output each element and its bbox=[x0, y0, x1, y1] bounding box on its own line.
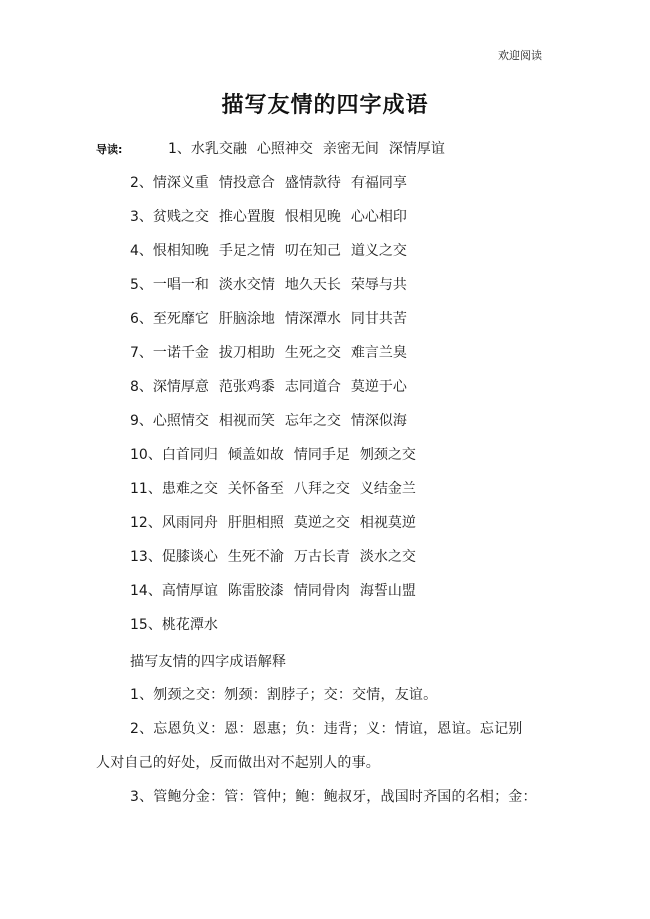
idiom-row bbox=[168, 138, 455, 158]
idiom-row bbox=[130, 308, 417, 328]
idiom-word: 关怀备至 bbox=[227, 481, 284, 497]
idiom-word: 生死之交 bbox=[284, 345, 341, 361]
idiom-row bbox=[130, 376, 417, 396]
idiom-word: 肝胆相照 bbox=[227, 515, 284, 531]
idiom-number: 10、 bbox=[130, 447, 162, 463]
idiom-word: 忘年之交 bbox=[284, 413, 341, 429]
idiom-word: 刎颈之交 bbox=[359, 447, 416, 463]
idiom-word: 恨相见晚 bbox=[284, 209, 341, 225]
idiom-word: 陈雷胶漆 bbox=[227, 583, 284, 599]
idiom-row bbox=[130, 614, 228, 634]
idiom-row bbox=[130, 342, 417, 362]
idiom-word: 患难之交 bbox=[161, 481, 218, 497]
explanation-line: 3、管鲍分金：管：管仲；鲍：鲍叔牙，战国时齐国的名相；金： bbox=[130, 789, 537, 805]
idiom-word: 万古长青 bbox=[293, 549, 350, 565]
idiom-word: 深情厚谊 bbox=[388, 141, 445, 157]
idiom-row bbox=[130, 546, 426, 566]
idiom-word: 一诺千金 bbox=[152, 345, 209, 361]
idiom-word: 心照情交 bbox=[152, 413, 209, 429]
idiom-word: 范张鸡黍 bbox=[218, 379, 275, 395]
idiom-number: 8、 bbox=[130, 379, 153, 395]
idiom-row bbox=[130, 206, 417, 226]
idiom-word: 心照神交 bbox=[256, 141, 313, 157]
idiom-word: 莫逆于心 bbox=[350, 379, 407, 395]
idiom-number: 7、 bbox=[130, 345, 153, 361]
idiom-row bbox=[130, 410, 417, 430]
explanation-heading: 描写友情的四字成语解释 bbox=[130, 654, 287, 670]
idiom-word: 情深潭水 bbox=[284, 311, 341, 327]
explanation-line: 2、忘恩负义：恩：恩惠；负：违背；义：情谊，恩谊。忘记别 bbox=[130, 721, 523, 737]
idiom-word: 情同骨肉 bbox=[293, 583, 350, 599]
idiom-word: 海誓山盟 bbox=[359, 583, 416, 599]
idiom-word: 亲密无间 bbox=[322, 141, 379, 157]
idiom-word: 相视莫逆 bbox=[359, 515, 416, 531]
idiom-row bbox=[130, 172, 417, 192]
explanation-line: 1、刎颈之交：刎颈：割脖子；交：交情，友谊。 bbox=[130, 687, 438, 703]
idiom-word: 志同道合 bbox=[284, 379, 341, 395]
idiom-word: 生死不渝 bbox=[227, 549, 284, 565]
idiom-word: 贫贱之交 bbox=[152, 209, 209, 225]
idiom-word: 同甘共苦 bbox=[350, 311, 407, 327]
idiom-word: 莫逆之交 bbox=[293, 515, 350, 531]
idiom-word: 心心相印 bbox=[350, 209, 407, 225]
explanation-line: 人对自己的好处，反而做出对不起别人的事。 bbox=[96, 755, 380, 771]
idiom-word: 风雨同舟 bbox=[161, 515, 218, 531]
idiom-word: 高情厚谊 bbox=[161, 583, 218, 599]
header-note: 欢迎阅读 bbox=[498, 49, 542, 62]
idiom-word: 荣辱与共 bbox=[350, 277, 407, 293]
idiom-word: 倾盖如故 bbox=[227, 447, 284, 463]
idiom-word: 一唱一和 bbox=[152, 277, 209, 293]
page-title: 描写友情的四字成语 bbox=[221, 93, 429, 118]
lead-label: 导读: bbox=[96, 143, 123, 156]
idiom-word: 桃花潭水 bbox=[161, 617, 218, 633]
idiom-word: 情深似海 bbox=[350, 413, 407, 429]
idiom-word: 恨相知晚 bbox=[152, 243, 209, 259]
idiom-number: 14、 bbox=[130, 583, 162, 599]
idiom-row bbox=[130, 444, 426, 464]
idiom-number: 11、 bbox=[130, 481, 162, 497]
idiom-word: 盛情款待 bbox=[284, 175, 341, 191]
idiom-word: 难言兰臭 bbox=[350, 345, 407, 361]
idiom-number: 15、 bbox=[130, 617, 162, 633]
idiom-word: 深情厚意 bbox=[152, 379, 209, 395]
idiom-word: 叨在知己 bbox=[284, 243, 341, 259]
idiom-number: 13、 bbox=[130, 549, 162, 565]
idiom-word: 八拜之交 bbox=[293, 481, 350, 497]
idiom-number: 9、 bbox=[130, 413, 153, 429]
idiom-row bbox=[130, 240, 417, 260]
idiom-number: 3、 bbox=[130, 209, 153, 225]
idiom-word: 促膝谈心 bbox=[161, 549, 218, 565]
idiom-word: 拔刀相助 bbox=[218, 345, 275, 361]
idiom-word: 情投意合 bbox=[218, 175, 275, 191]
idiom-row bbox=[130, 274, 417, 294]
idiom-word: 义结金兰 bbox=[359, 481, 416, 497]
idiom-number: 4、 bbox=[130, 243, 153, 259]
idiom-number: 2、 bbox=[130, 175, 153, 191]
idiom-row bbox=[130, 580, 426, 600]
idiom-word: 推心置腹 bbox=[218, 209, 275, 225]
idiom-number: 1、 bbox=[168, 141, 191, 157]
idiom-word: 肝脑涂地 bbox=[218, 311, 275, 327]
idiom-word: 情同手足 bbox=[293, 447, 350, 463]
idiom-word: 白首同归 bbox=[161, 447, 218, 463]
idiom-word: 手足之情 bbox=[218, 243, 275, 259]
idiom-number: 12、 bbox=[130, 515, 162, 531]
idiom-word: 有福同享 bbox=[350, 175, 407, 191]
idiom-row bbox=[130, 478, 426, 498]
idiom-word: 相视而笑 bbox=[218, 413, 275, 429]
idiom-word: 情深义重 bbox=[152, 175, 209, 191]
idiom-word: 道义之交 bbox=[350, 243, 407, 259]
idiom-word: 淡水交情 bbox=[218, 277, 275, 293]
idiom-word: 水乳交融 bbox=[190, 141, 247, 157]
idiom-number: 6、 bbox=[130, 311, 153, 327]
idiom-word: 至死靡它 bbox=[152, 311, 209, 327]
idiom-row bbox=[130, 512, 426, 532]
idiom-word: 地久天长 bbox=[284, 277, 341, 293]
idiom-word: 淡水之交 bbox=[359, 549, 416, 565]
idiom-number: 5、 bbox=[130, 277, 153, 293]
